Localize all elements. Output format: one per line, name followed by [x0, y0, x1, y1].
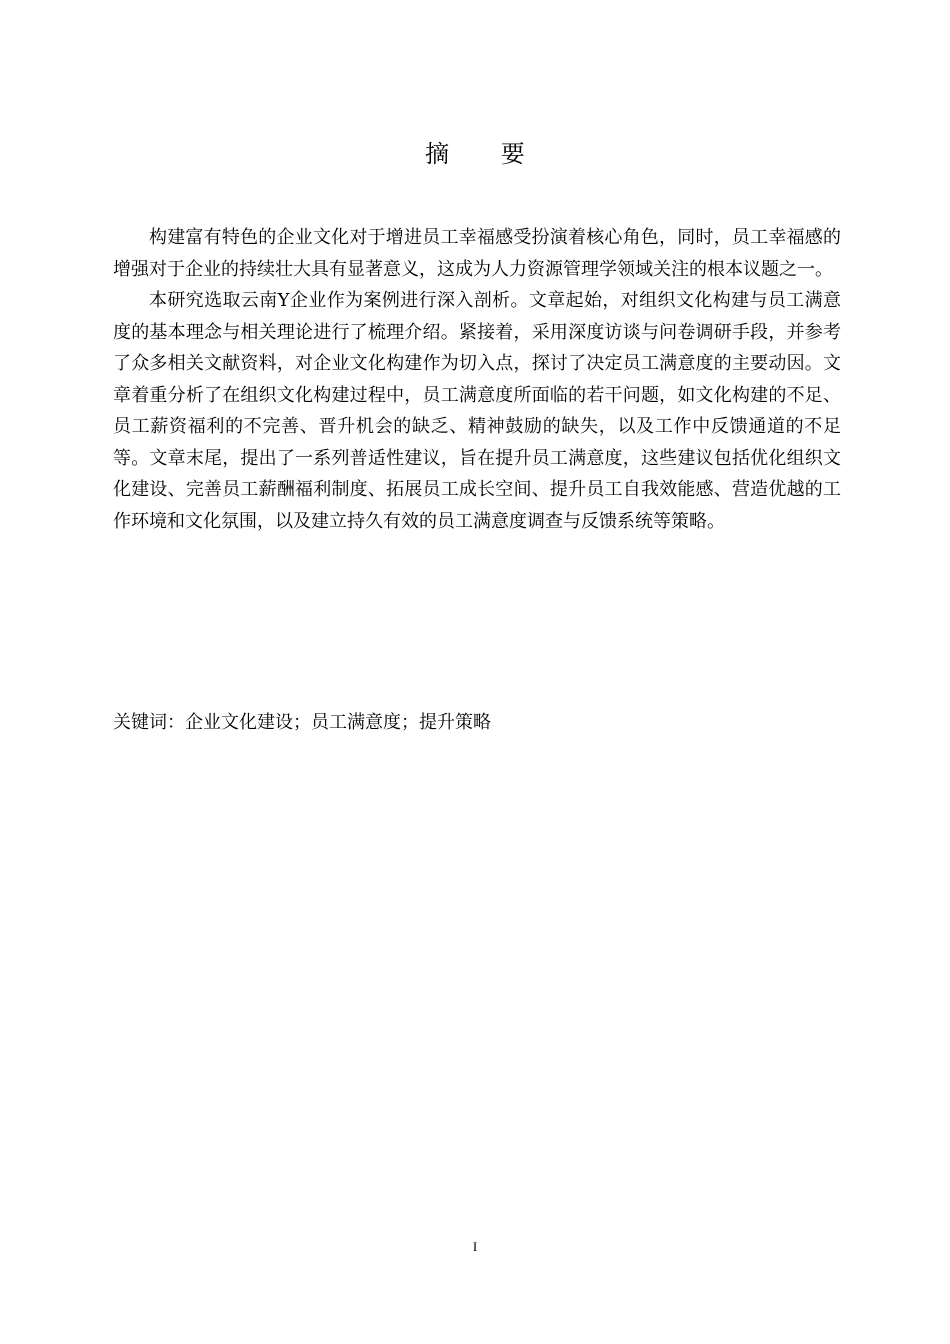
abstract-body: [113, 222, 841, 537]
abstract-paragraph-2: 本研究选取云南Y企业作为案例进行深入剖析。文章起始，对组织文化构建与员工满意度的基本理念与相关理论进行了梳理介绍。紧接着，采用深度访谈与问卷调研手段，并参考了众多相关文献资料，对企业文化构建作为切入点，探讨了决定员工满意度的主要动因。文章着重分析了在组织文化构建过程中，员工满意度所面临的若干问题，如文化构建的不足、员工薪资福利的不完善、晋升机会的缺乏、精神鼓励的缺失，以及工作中反馈通道的不足等。文章末尾，提出了一系列普适性建议，旨在提升员工满意度，这些建议包括优化组织文化建设、完善员工薪酬福利制度、拓展员工成长空间、提升员工自我效能感、营造优越的工作环境和文化氛围，以及建立持久有效的员工满意度调查与反馈系统等策略。: [113, 290, 841, 532]
keywords-line: [113, 707, 841, 738]
page-title: 摘 要: [425, 140, 547, 168]
page-number: I: [472, 1239, 478, 1254]
abstract-paragraph-1: 构建富有特色的企业文化对于增进员工幸福感受扮演着核心角色，同时，员工幸福感的增强对于企业的持续壮大具有显著意义，这成为人力资源管理学领域关注的根本议题之一。: [113, 227, 841, 280]
keywords-text: 企业文化建设；员工满意度；提升策略: [185, 712, 491, 733]
keywords-label: 关键词：: [113, 712, 185, 733]
